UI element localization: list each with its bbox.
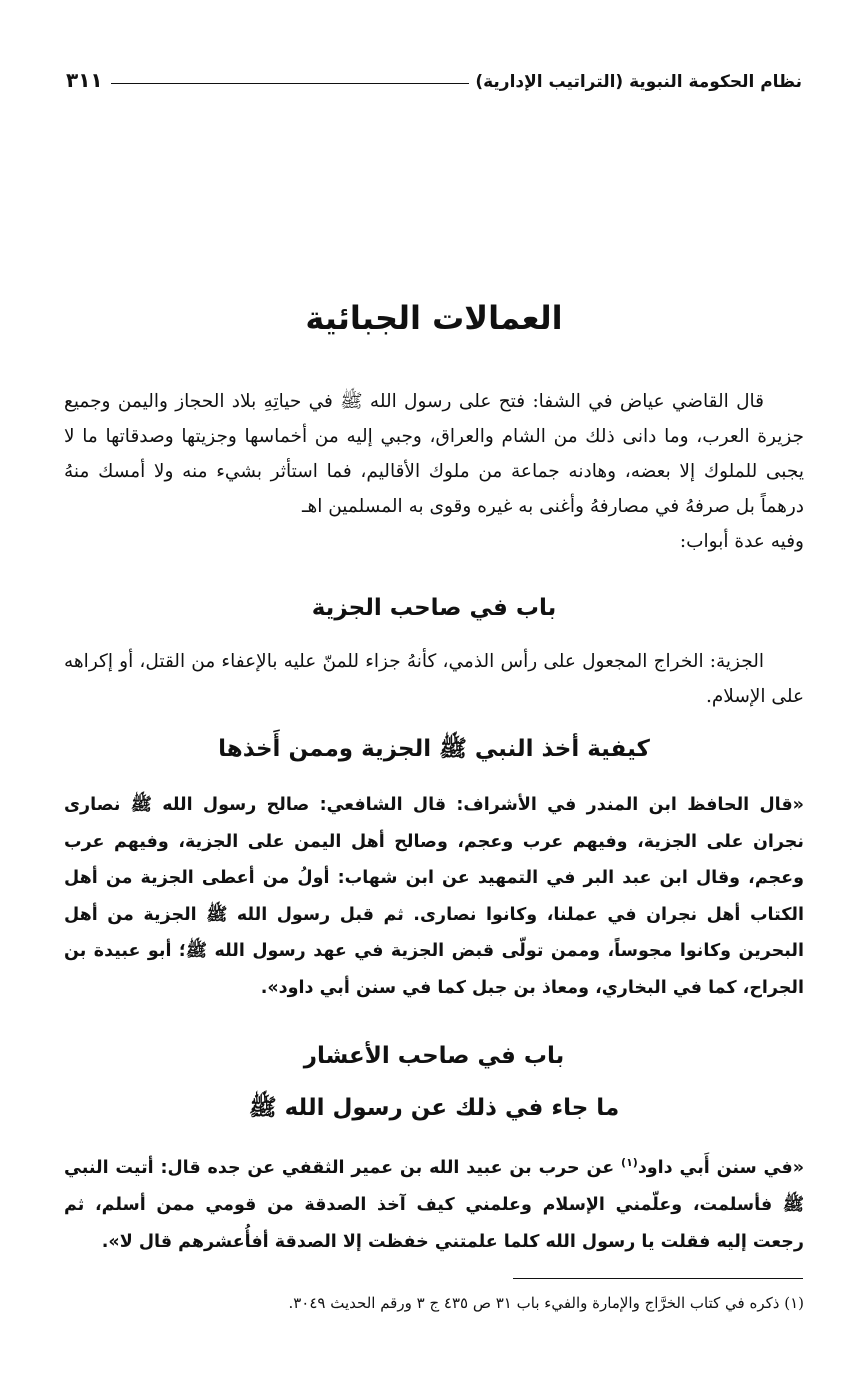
- ushr-block: [64, 1144, 804, 1261]
- jizya-definition: الجزية: الخراج المجعول على رأس الذمي، كأنهُ جزاء للمنّ عليه بالإعفاء من القتل، أو إكراهه على الإسلام.: [64, 651, 804, 707]
- ushr-paragraph-rest: عن حرب بن عبيد الله بن عمير الثقفي عن جده قال: أتيت النبي ﷺ فأسلمت، وعلّمني الإسلام وعلمني كيف آخذ الصدقة من قومي ممن أسلم، ثم رجعت إليه فقلت يا رسول الله كلما علمتني خفظت إلا الصدقة أفأُعشرهم قال لا».: [64, 1157, 804, 1252]
- running-header-title: نظام الحكومة النبوية (التراتيب الإدارية): [475, 72, 802, 92]
- how-jizya-paragraph: «قال الحافظ ابن المندر في الأشراف: قال الشافعي: صالح رسول الله ﷺ نصارى نجران على الجزية، وفيهم عرب وعجم، وصالح أهل اليمن على الجزية، وفيهم عرب وعجم، وقال ابن عبد البر في التمهيد عن ابن شهاب: أولُ من أعطى الجزية من أهل الكتاب أهل نجران في عملنا، وكانوا نصارى. ثم قبل رسول الله ﷺ الجزية من أهل البحرين وكانوا مجوساً، وممن تولّى قبض الجزية في عهد رسول الله ﷺ؛ أبو عبيدة بن الجراح، كما في البخاري، ومعاذ بن جبل كما في سنن أبي داود».: [64, 795, 804, 998]
- chapter-title: العمالات الجبائية: [305, 299, 563, 337]
- heading-ushr: باب في صاحب الأعشار: [303, 1043, 565, 1069]
- ushr-paragraph: [64, 1144, 804, 1261]
- heading-how-jizya: كيفية أخذ النبي ﷺ الجزية وممن أَخذها: [218, 736, 650, 762]
- intro-block: [64, 384, 804, 559]
- intro-paragraph: قال القاضي عياض في الشفا: فتح على رسول الله ﷺ في حياتِهِ بلاد الحجاز واليمن وجميع جزيرة العرب، وما دانى ذلك من الشام والعراق، وجبي إليه من أخماسها وجزيتها وصدقاتها ما لا يجبى للملوك إلا بعضه، وهادنه جماعة من ملوك الأقاليم، فما استأثر بشيء منه ولا أمسك منهُ درهماً بل صرفهُ في مصارفهُ وأغنى به غيره وقوى به المسلمين اهـ: [64, 391, 804, 517]
- page-number: ٣١١: [66, 68, 103, 92]
- jizya-block: [64, 644, 804, 714]
- running-header: [66, 58, 802, 92]
- subheading-ushr: ما جاء في ذلك عن رسول الله ﷺ: [248, 1095, 620, 1121]
- footnote-reference[interactable]: (١): [621, 1156, 638, 1169]
- footnote-rule: [513, 1278, 803, 1279]
- ushr-paragraph-lead: «في سنن أَبي داود: [637, 1157, 804, 1178]
- heading-jizya: باب في صاحب الجزية: [311, 595, 557, 621]
- how-jizya-block: [64, 787, 804, 1006]
- running-header-rule: [111, 83, 470, 84]
- footnote: (١) ذكره في كتاب الخرَّاج والإمارة والفيء باب ٣١ ص ٤٣٥ ج ٣ ورقم الحديث ٣٠٤٩.: [288, 1294, 804, 1312]
- intro-continuation: وفيه عدة أبواب:: [679, 531, 804, 552]
